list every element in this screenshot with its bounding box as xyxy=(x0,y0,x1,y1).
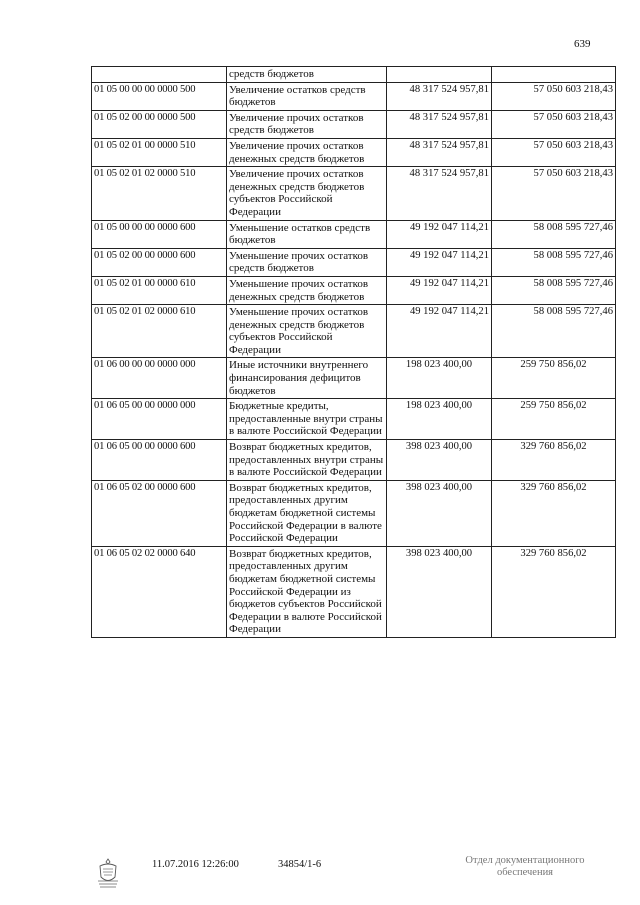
row-value-1 xyxy=(387,67,492,83)
footer-timestamp: 11.07.2016 12:26:00 xyxy=(152,859,239,870)
row-name: средств бюджетов xyxy=(227,67,387,83)
row-value-1: 198 023 400,00 xyxy=(387,399,492,440)
row-code: 01 06 00 00 00 0000 000 xyxy=(92,358,227,399)
table-row xyxy=(92,399,616,440)
row-code: 01 06 05 00 00 0000 600 xyxy=(92,440,227,481)
row-value-2: 259 750 856,02 xyxy=(492,399,616,440)
row-value-2: 58 008 595 727,46 xyxy=(492,276,616,304)
row-code: 01 05 02 01 00 0000 610 xyxy=(92,276,227,304)
row-value-1: 48 317 524 957,81 xyxy=(387,167,492,220)
row-code: 01 05 02 01 02 0000 610 xyxy=(92,305,227,358)
row-code: 01 05 02 00 00 0000 500 xyxy=(92,110,227,138)
row-value-2: 57 050 603 218,43 xyxy=(492,82,616,110)
row-code: 01 05 00 00 00 0000 500 xyxy=(92,82,227,110)
row-name: Увеличение остатков средств бюджетов xyxy=(227,82,387,110)
table-row xyxy=(92,480,616,546)
row-value-2: 329 760 856,02 xyxy=(492,480,616,546)
row-value-1: 49 192 047 114,21 xyxy=(387,276,492,304)
row-value-1: 48 317 524 957,81 xyxy=(387,82,492,110)
row-name: Возврат бюджетных кредитов, предоставленных внутри страны в валюте Российской Федерации xyxy=(227,440,387,481)
row-name: Уменьшение прочих остатков денежных средств бюджетов xyxy=(227,276,387,304)
footer-registration-number: 34854/1-6 xyxy=(278,859,322,870)
stamp-line-1: Отдел документационного xyxy=(465,855,585,866)
row-code: 01 06 05 00 00 0000 000 xyxy=(92,399,227,440)
page-footer xyxy=(0,853,640,893)
row-value-2 xyxy=(492,67,616,83)
row-value-2: 259 750 856,02 xyxy=(492,358,616,399)
row-value-1: 49 192 047 114,21 xyxy=(387,248,492,276)
stamp-line-2: обеспечения xyxy=(496,867,554,878)
row-value-1: 48 317 524 957,81 xyxy=(387,138,492,166)
row-value-1: 398 023 400,00 xyxy=(387,440,492,481)
coat-of-arms-icon xyxy=(96,857,120,889)
row-name: Иные источники внутреннего финансирования дефицитов бюджетов xyxy=(227,358,387,399)
row-name: Увеличение прочих остатков средств бюджетов xyxy=(227,110,387,138)
row-value-1: 198 023 400,00 xyxy=(387,358,492,399)
row-code: 01 06 05 02 00 0000 600 xyxy=(92,480,227,546)
row-code xyxy=(92,67,227,83)
row-value-2: 329 760 856,02 xyxy=(492,440,616,481)
row-name: Увеличение прочих остатков денежных средств бюджетов субъектов Российской Федерации xyxy=(227,167,387,220)
row-code: 01 05 02 01 00 0000 510 xyxy=(92,138,227,166)
row-value-2: 57 050 603 218,43 xyxy=(492,138,616,166)
table-row xyxy=(92,167,616,220)
row-code: 01 05 00 00 00 0000 600 xyxy=(92,220,227,248)
row-value-2: 58 008 595 727,46 xyxy=(492,248,616,276)
row-value-2: 57 050 603 218,43 xyxy=(492,167,616,220)
row-name: Уменьшение прочих остатков денежных средств бюджетов субъектов Российской Федерации xyxy=(227,305,387,358)
row-value-2: 57 050 603 218,43 xyxy=(492,110,616,138)
row-value-1: 49 192 047 114,21 xyxy=(387,305,492,358)
row-code: 01 06 05 02 02 0000 640 xyxy=(92,546,227,637)
department-stamp xyxy=(445,855,605,879)
budget-sources-table xyxy=(91,66,616,638)
row-value-1: 398 023 400,00 xyxy=(387,480,492,546)
row-value-1: 48 317 524 957,81 xyxy=(387,110,492,138)
table-row xyxy=(92,220,616,248)
table-row xyxy=(92,440,616,481)
table-row xyxy=(92,546,616,637)
page-number: 639 xyxy=(574,38,591,50)
row-name: Уменьшение остатков средств бюджетов xyxy=(227,220,387,248)
table-row xyxy=(92,82,616,110)
row-name: Возврат бюджетных кредитов, предоставленных другим бюджетам бюджетной системы Российской Федерации в валюте Российской Федерации xyxy=(227,480,387,546)
row-name: Бюджетные кредиты, предоставленные внутри страны в валюте Российской Федерации xyxy=(227,399,387,440)
table-row xyxy=(92,110,616,138)
table-row xyxy=(92,305,616,358)
table-row xyxy=(92,276,616,304)
row-value-1: 398 023 400,00 xyxy=(387,546,492,637)
table-row xyxy=(92,138,616,166)
table-row xyxy=(92,67,616,83)
row-value-2: 329 760 856,02 xyxy=(492,546,616,637)
table-body xyxy=(92,67,616,638)
row-value-1: 49 192 047 114,21 xyxy=(387,220,492,248)
table-row xyxy=(92,358,616,399)
table-row xyxy=(92,248,616,276)
row-name: Увеличение прочих остатков денежных средств бюджетов xyxy=(227,138,387,166)
row-value-2: 58 008 595 727,46 xyxy=(492,220,616,248)
row-code: 01 05 02 00 00 0000 600 xyxy=(92,248,227,276)
row-code: 01 05 02 01 02 0000 510 xyxy=(92,167,227,220)
row-name: Возврат бюджетных кредитов, предоставленных другим бюджетам бюджетной системы Российской Федерации из бюджетов субъектов Российской Федерации в валюте Российской Федерации xyxy=(227,546,387,637)
row-name: Уменьшение прочих остатков средств бюджетов xyxy=(227,248,387,276)
row-value-2: 58 008 595 727,46 xyxy=(492,305,616,358)
